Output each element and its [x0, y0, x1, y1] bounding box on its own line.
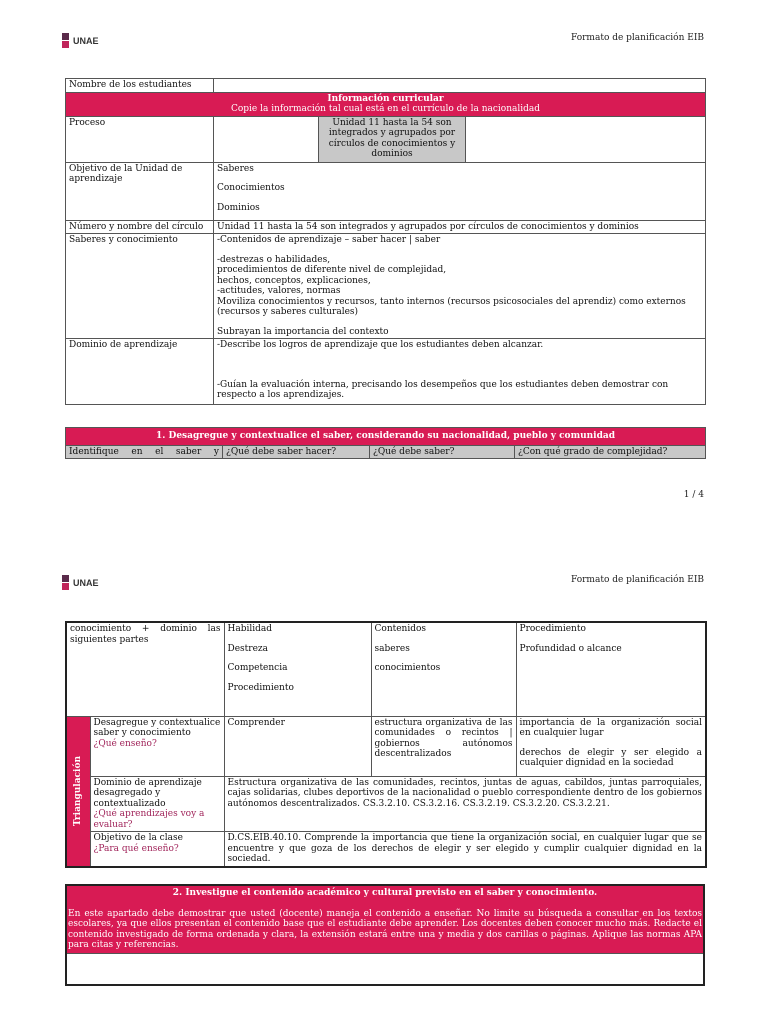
section1-table	[65, 427, 706, 459]
section2-table	[65, 884, 705, 986]
continuation-label: conocimiento + dominio las siguientes partes	[66, 622, 224, 716]
process-label: Proceso	[66, 116, 214, 162]
unae-logo	[62, 33, 99, 48]
process-note: Unidad 11 hasta la 54 son integrados y agrupados por círculos de conocimientos y dominios	[319, 116, 466, 162]
row1-label: Desagregue y contextualice saber y conocimiento ¿Qué enseño?	[90, 716, 224, 776]
learning-domain-label: Dominio de aprendizaje	[66, 339, 214, 405]
section2-answer-field[interactable]	[66, 953, 704, 985]
procedure-column: Procedimiento Profundidad o alcance	[516, 622, 706, 716]
process-field-extra[interactable]	[466, 116, 706, 162]
page-number: 1 / 4	[683, 490, 704, 500]
circle-number-label: Número y nombre del círculo	[66, 220, 214, 234]
section1-title: 1. Desagregue y contextualice el saber, considerando su nacionalidad, pueblo y comunidad	[66, 428, 706, 446]
logo-text: UNAE	[73, 577, 99, 588]
document-title: Formato de planificación EIB	[570, 33, 704, 43]
curricular-info-table	[65, 78, 706, 405]
section2-header	[66, 885, 704, 953]
unae-logo-icon	[62, 575, 69, 590]
curricular-info-header: Información curricular Copie la información tal cual está en el currículo de la nacionalidad	[66, 92, 706, 116]
unae-logo-icon	[62, 33, 69, 48]
row1-procedure: importancia de la organización social en cualquier lugar derechos de elegir y ser elegido a cualquier dignidad en la sociedad	[516, 716, 706, 776]
learning-domain-field[interactable]: -Describe los logros de aprendizaje que los estudiantes deben alcanzar. -Guían la evaluación interna, precisando los desempeños que los estudiantes deben demostrar con respecto a los aprendizajes.	[214, 339, 706, 405]
question-know-how: ¿Qué debe saber hacer?	[223, 445, 370, 459]
document-title-page2: Formato de planificación EIB	[570, 575, 704, 585]
circle-number-value: Unidad 11 hasta la 54 son integrados y agrupados por círculos de conocimientos y dominios	[214, 220, 706, 234]
knowledge-field[interactable]: -Contenidos de aprendizaje – saber hacer | saber -destrezas o habilidades, procedimientos de diferente nivel de complejidad, hechos, conceptos, explicaciones, -actitudes, valores, normas Moviliza conocimientos y recursos, tanto internos (recursos psicosociales del aprendiz) como externos (recursos y saberes culturales) Subrayan la importancia del contexto	[214, 234, 706, 339]
students-name-label: Nombre de los estudiantes	[66, 79, 214, 93]
row3-label: Objetivo de la clase ¿Para qué enseño?	[90, 832, 224, 867]
row1-skill: Comprender	[224, 716, 371, 776]
process-field[interactable]	[214, 116, 319, 162]
row1-content: estructura organizativa de las comunidades o recintos | gobiernos autónomos descentralizados	[371, 716, 516, 776]
skills-column: Habilidad Destreza Competencia Procedimiento	[224, 622, 371, 716]
triangulation-table	[65, 621, 707, 868]
identify-label: Identifique en el saber y	[66, 445, 223, 459]
unit-objective-label: Objetivo de la Unidad de aprendizaje	[66, 162, 214, 220]
row2-label: Dominio de aprendizaje desagregado y contextualizado ¿Qué aprendizajes voy a evaluar?	[90, 776, 224, 832]
logo-text: UNAE	[73, 35, 99, 46]
students-name-field[interactable]	[214, 79, 706, 93]
section2-instructions: En este apartado debe demostrar que usted (docente) maneja el contenido a enseñar. No limite su búsqueda a consultar en los textos escolares, ya que ellos presentan el contenido base que el estudiante debe aprender. Los docentes deben conocer mucho más. Redacte el contenido investigado de forma ordenada y clara, la extensión estará entre una y media y dos carillas o páginas. Aplique las normas APA para citas y referencias.	[68, 908, 702, 950]
contents-column: Contenidos saberes conocimientos	[371, 622, 516, 716]
question-know: ¿Qué debe saber?	[370, 445, 515, 459]
question-complexity: ¿Con qué grado de complejidad?	[515, 445, 706, 459]
triangulation-label: Triangulación	[66, 716, 90, 867]
section2-title: 2. Investigue el contenido académico y cultural previsto en el saber y conocimiento.	[172, 888, 598, 898]
knowledge-label: Saberes y conocimiento	[66, 234, 214, 339]
row3-content: D.CS.EIB.40.10. Comprende la importancia que tiene la organización social, en cualquier lugar que se encuentre y que goza de los derechos de elegir y ser elegido y cumplir cualquier dignidad en la sociedad.	[224, 832, 706, 867]
unit-objective-field[interactable]: Saberes Conocimientos Dominios	[214, 162, 706, 220]
unae-logo-page2	[62, 575, 99, 590]
row2-content: Estructura organizativa de las comunidades, recintos, juntas de aguas, cabildos, juntas parroquiales, cajas solidarias, clubes deportivos de la nacionalidad o pueblo correspondiente dentro de los gobiernos autónomos descentralizados. CS.3.2.10. CS.3.2.16. CS.3.2.19. CS.3.2.20. CS.3.2.21.	[224, 776, 706, 832]
